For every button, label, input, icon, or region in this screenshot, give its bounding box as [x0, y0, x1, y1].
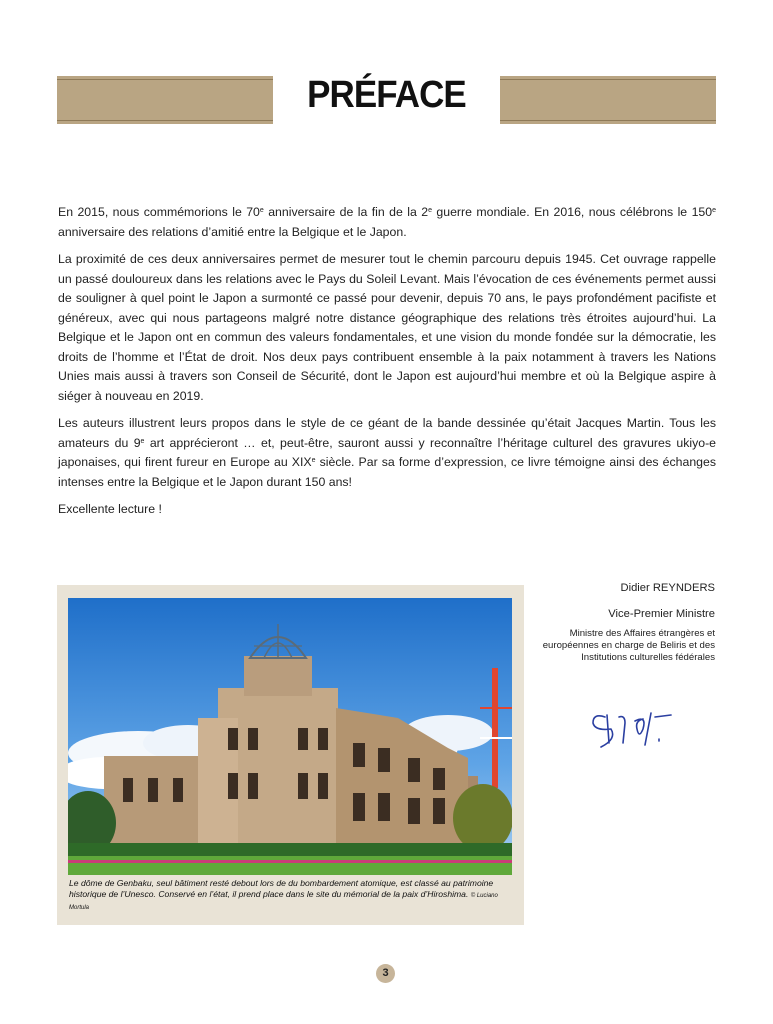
ordinal-sup: e: [712, 207, 716, 214]
p1-text-d: anniversaire des relations d’amitié entre la Belgique et le Japon.: [58, 224, 407, 239]
header-band-right: [500, 76, 716, 124]
paragraph-2: La proximité de ces deux anniversaires permet de mesurer tout le chemin parcouru depuis 1945. Cet ouvrage rappelle un passé douloureux dans les relations avec le Pays du Soleil Levant. Mais l’évocation de ces événements permet aussi de souligner à quel point le Japon a surmonté ce passé pour devenir, depuis 70 ans, le pays profondément pacifiste et généreux, avec qui nous partageons malgré notre distance géographique des relations très étroites aujourd’hui. La Belgique et le Japon ont en commun des valeurs fondamentales, et une vision du monde fondée sur la démocratie, les droits de l’homme et l’État de droit. Nos deux pays contribuent ensemble à la paix notamment à travers les Nations Unies mais aussi à travers son Conseil de Sécurité, dont le Japon est aujourd’hui membre et où la Belgique aspire à siéger à nouveau en 2019.: [58, 252, 716, 403]
signatory-name: Didier REYNDERS: [620, 582, 715, 594]
preface-body: [58, 203, 716, 528]
paragraph-3: [58, 414, 716, 492]
ordinal-sup: e: [311, 457, 316, 464]
p1-text-b: anniversaire de la fin de la 2: [263, 205, 429, 219]
handwritten-signature: [585, 695, 695, 755]
header-band-left: [57, 76, 273, 124]
page-title: PRÉFACE: [307, 74, 466, 116]
p1-text-c: guerre mondiale. En 2016, nous célébrons le 150: [431, 205, 713, 219]
p3-text-b: art apprécieront … et, peut-être, sauront aussi y reconnaître l’héritage culturel des gravures ukiyo-e japonaises, qui firent fureur en Europe au XIX: [58, 435, 717, 469]
genbaku-dome-photo: [68, 598, 512, 875]
photo-caption: [69, 878, 517, 914]
photo-credit: © Luciano Mortula: [69, 892, 498, 912]
paragraph-1: [58, 203, 716, 242]
ordinal-sup: e: [140, 437, 145, 445]
p3-text-c: siècle. Par sa forme d’expression, ce livre témoigne ainsi des échanges intenses entre la Belgique et le Japon durant 150 ans!: [58, 455, 717, 489]
p3-text-a: Les auteurs illustrent leurs propos dans le style de ce géant de la bande dessinée qu’était Jacques Martin. Tous les amateurs du 9: [58, 416, 716, 450]
photo-frame: [57, 585, 524, 925]
p1-text-a: En 2015, nous commémorions le 70: [58, 205, 260, 219]
ordinal-sup: e: [428, 207, 432, 214]
signatory-role: Ministre des Affaires étrangères et européennes en charge de Beliris et des Institutions culturelles fédérales: [542, 628, 715, 663]
signatory-block: [485, 582, 715, 664]
caption-text: Le dôme de Genbaku, seul bâtiment resté debout lors de du bombardement atomique, est classé au patrimoine historique de l’Unesco. Conservé en l’état, il prend place dans le site du mémorial de la paix d’Hiroshima.: [69, 878, 494, 899]
paragraph-4: Excellente lecture !: [58, 502, 162, 516]
page-number-badge: 3: [376, 964, 395, 983]
signatory-title: Vice-Premier Ministre: [608, 608, 715, 620]
ordinal-sup: e: [259, 207, 264, 214]
